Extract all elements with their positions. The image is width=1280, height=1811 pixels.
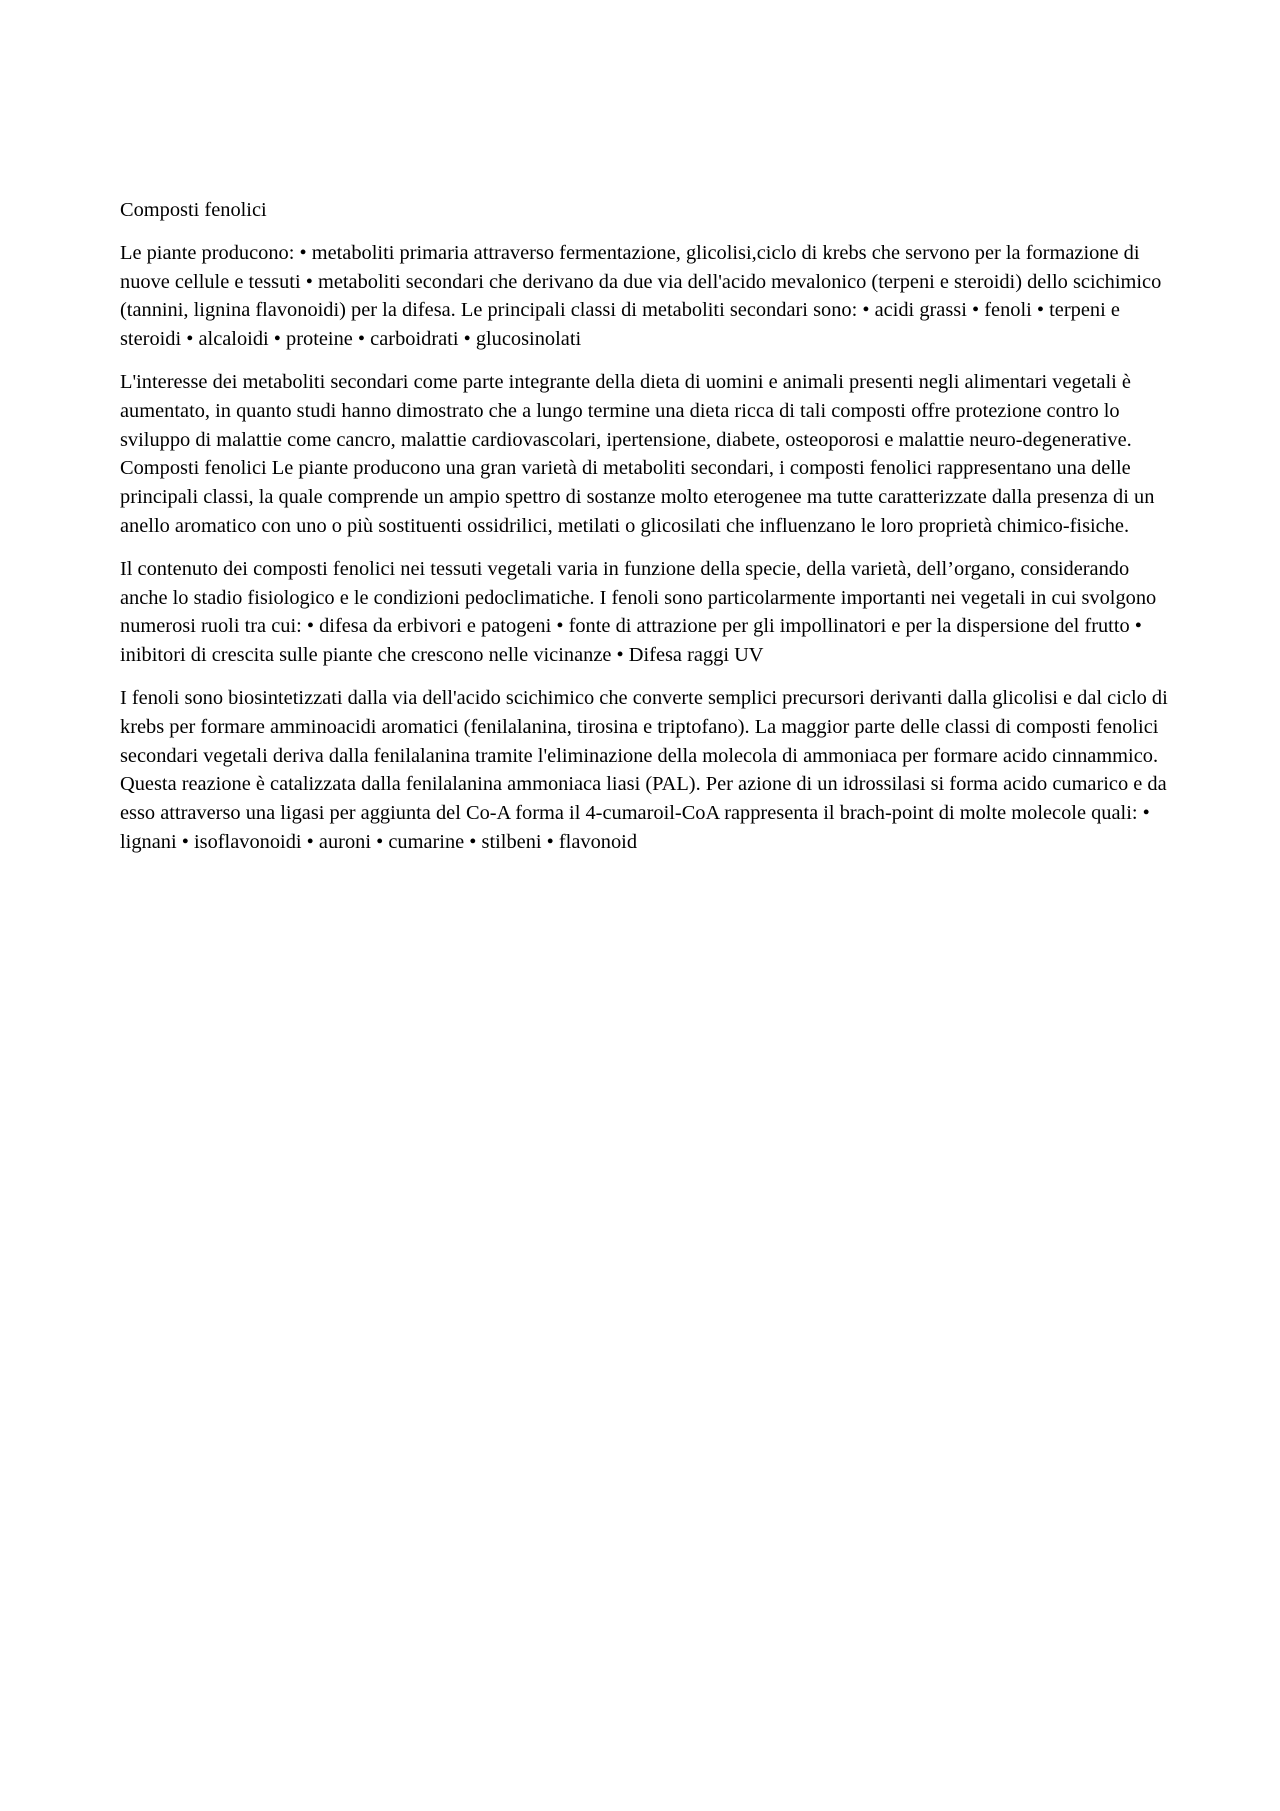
paragraph-2: L'interesse dei metaboliti secondari come parte integrante della dieta di uomini e animali presenti negli alimentari vegetali è aumentato, in quanto studi hanno dimostrato che a lungo termine una dieta ricca di tali composti offre protezione contro lo sviluppo di malattie come cancro, malattie cardiovascolari, ipertensione, diabete, osteoporosi e malattie neuro-degenerative. Composti fenolici Le piante producono una gran varietà di metaboliti secondari, i composti fenolici rappresentano una delle principali classi, la quale comprende un ampio spettro di sostanze molto eterogenee ma tutte caratterizzate dalla presenza di un anello aromatico con uno o più sostituenti ossidrilici, metilati o glicosilati che influenzano le loro proprietà chimico-fisiche. (120, 370, 1155, 537)
paragraph-4: I fenoli sono biosintetizzati dalla via dell'acido scichimico che converte semplici precursori derivanti dalla glicolisi e dal ciclo di krebs per formare amminoacidi aromatici (fenilalanina, tirosina e triptofano). La maggior parte delle classi di composti fenolici secondari vegetali deriva dalla fenilalanina tramite l'eliminazione della molecola di ammoniaca per formare acido cinnammico. Questa reazione è catalizzata dalla fenilalanina ammoniaca liasi (PAL). Per azione di un idrossilasi si forma acido cumarico e da esso attraverso una ligasi per aggiunta del Co-A forma il 4-cumaroil-CoA rappresenta il brach-point di molte molecole quali: • lignani • isoflavonoidi • auroni • cumarine • stilbeni • flavonoid (120, 686, 1168, 853)
paragraph-3: Il contenuto dei composti fenolici nei tessuti vegetali varia in funzione della specie, della varietà, dell’organo, considerando anche lo stadio fisiologico e le condizioni pedoclimatiche. I fenoli sono particolarmente importanti nei vegetali in cui svolgono numerosi ruoli tra cui: • difesa da erbivori e patogeni • fonte di attrazione per gli impollinatori e per la dispersione del frutto • inibitori di crescita sulle piante che crescono nelle vicinanze • Difesa raggi UV (120, 557, 1157, 667)
paragraph-1: Le piante producono: • metaboliti primaria attraverso fermentazione, glicolisi,ciclo di krebs che servono per la formazione di nuove cellule e tessuti • metaboliti secondari che derivano da due via dell'acido mevalonico (terpeni e steroidi) dello scichimico (tannini, lignina flavonoidi) per la difesa. Le principali classi di metaboliti secondari sono: • acidi grassi • fenoli • terpeni e steroidi • alcaloidi • proteine • carboidrati • glucosinolati (120, 241, 1162, 351)
document-body (120, 196, 1170, 871)
document-title: Composti fenolici (120, 199, 267, 221)
